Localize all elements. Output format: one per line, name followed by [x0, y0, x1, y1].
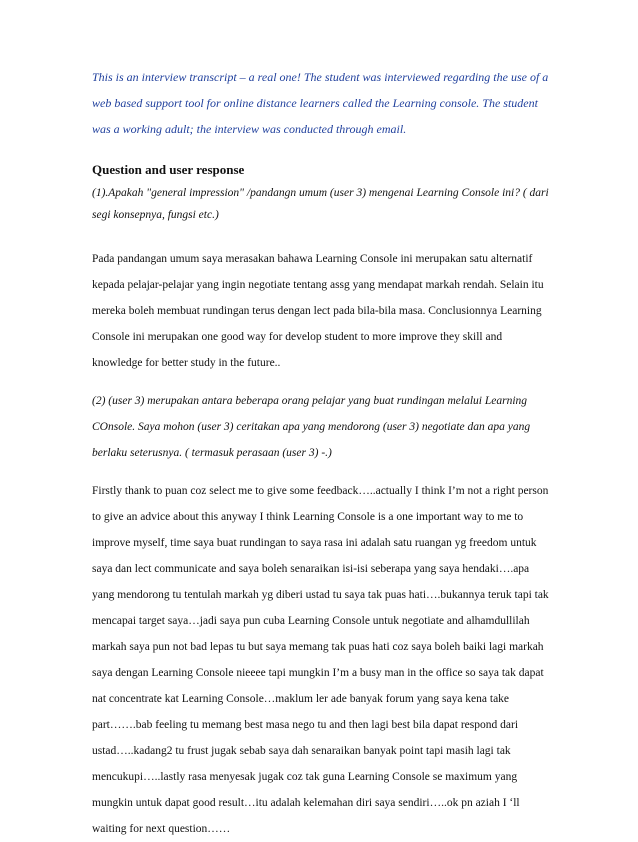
intro-paragraph: This is an interview transcript – a real one! The student was interviewed regarding the use of a web based support tool for online distance learners called the Learning console. The student was a working adult; the interview was conducted through email.: [92, 70, 549, 136]
answer-1: Pada pandangan umum saya merasakan bahawa Learning Console ini merupakan satu alternatif kepada pelajar-pelajar yang ingin negotiate tentang assg yang mendapat markah rendah. Selain itu mereka boleh membuat rundingan terus dengan lect pada bila-bila masa. Conclusionnya Learning Console ini merupakan one good way for develop student to more improve they skill and knowledge for better study in the future..: [92, 253, 544, 369]
answer-2: Firstly thank to puan coz select me to give some feedback…..actually I think I’m not a right person to give an advice about this anyway I think Learning Console is a one important way to me to improve myself, time saya buat rundingan to saya rasa ini adalah satu ruangan yg freedom untuk saya dan lect communicate and saya boleh senaraikan isi-isi seberapa yang saya hendaki….apa yang mendorong tu tentulah markah yg diberi ustad tu saya tak puas hati….bukannya teruk tapi tak mencapai target saya…jadi saya pun cuba Learning Console untuk negotiate and alhamdullilah markah saya pun not bad lepas tu but saya memang tak puas hati coz saya boleh baiki lagi markah saya dengan Learning Console nieeee tapi mungkin I’m a busy man in the office so saya tak dapat nat concentrate kat Learning Console…maklum ler ade banyak forum yang saya kena take part…….bab feeling tu memang best masa nego tu and then lagi best bila dapat respond dari ustad…..kadang2 tu frust jugak sebab saya dah senaraikan banyak point tapi masih lagi tak mencukupi…..lastly rasa menyesak jugak coz tak guna Learning Console se maximum yang mungkin untuk dapat good result…itu adalah kelemahan diri saya sendiri…..ok pn aziah I ‘ll waiting for next question……: [92, 485, 549, 835]
spacer: [92, 466, 554, 478]
document-page: [92, 64, 554, 842]
spacer: [92, 376, 554, 388]
question-2: (2) (user 3) merupakan antara beberapa orang pelajar yang buat rundingan melalui Learning COnsole. Saya mohon (user 3) ceritakan apa yang mendorong (user 3) negotiate dan apa yang berlaku seterusnya. ( termasuk perasaan (user 3) -.): [92, 395, 531, 459]
spacer: [92, 226, 554, 246]
section-heading: Question and user response: [92, 162, 245, 177]
question-1: (1).Apakah "general impression" /pandangn umum (user 3) mengenai Learning Console ini? ( dari segi konsepnya, fungsi etc.): [92, 187, 549, 221]
